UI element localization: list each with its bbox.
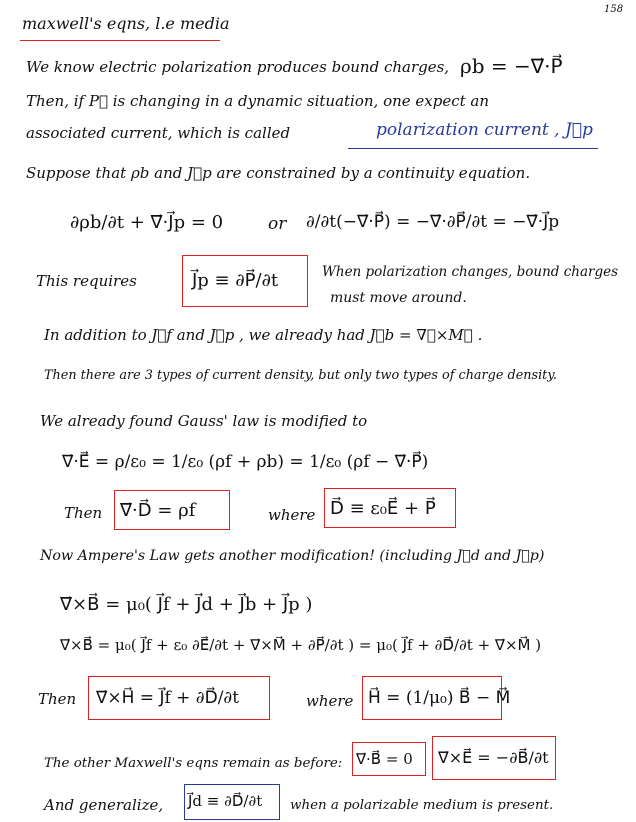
then-text-2: Then <box>38 690 77 708</box>
where-text-2: where <box>306 692 354 710</box>
page-number: 158 <box>604 4 624 15</box>
text-line-8: We already found Gauss' law is modified to <box>40 412 368 430</box>
gauss-d-equation: ∇⃗·D⃗ = ρf <box>120 500 196 521</box>
jd-definition: J⃗d ≡ ∂D⃗/∂t <box>188 792 263 810</box>
polarization-note-1: When polarization changes, bound charges <box>322 264 619 280</box>
page-title: maxwell's eqns, l.e media <box>22 14 230 33</box>
text-line-12: The other Maxwell's eqns remain as before: <box>44 756 343 771</box>
text-line-13b: when a polarizable medium is present. <box>290 798 554 813</box>
h-definition: H⃗ = (1/μ₀) B⃗ − M⃗ <box>368 688 511 708</box>
text-line-4: Suppose that ρb and J⃗p are constrained by a continuity equation. <box>26 164 531 182</box>
bound-charge-equation: ρb = −∇⃗·P⃗ <box>460 54 563 78</box>
where-text-1: where <box>268 506 316 524</box>
continuity-equation: ∂ρb/∂t + ∇⃗·J⃗p = 0 <box>70 212 224 233</box>
d-definition: D⃗ ≡ ε₀E⃗ + P⃗ <box>330 498 436 519</box>
text-line-1: We know electric polarization produces bound charges, <box>26 58 450 76</box>
gauss-law-equation: ∇⃗·E⃗ = ρ/ε₀ = 1/ε₀ (ρf + ρb) = 1/ε₀ (ρf − ∇⃗·P⃗) <box>62 452 429 472</box>
text-line-6: In addition to J⃗f and J⃗p , we already had J⃗b = ∇⃗×M⃗ . <box>44 326 483 344</box>
polarization-current-label: polarization current , J⃗p <box>376 120 593 140</box>
or-text: or <box>268 214 287 234</box>
polarization-current-underline <box>348 148 598 149</box>
div-b-equation: ∇⃗·B⃗ = 0 <box>356 750 413 768</box>
ampere-equation-1: ∇⃗×B⃗ = μ₀( J⃗f + J⃗d + J⃗b + J⃗p ) <box>60 594 313 615</box>
text-line-13: And generalize, <box>44 796 164 814</box>
text-line-2: Then, if P⃗ is changing in a dynamic situation, one expect an <box>26 92 490 110</box>
ampere-h-equation: ∇⃗×H⃗ = J⃗f + ∂D⃗/∂t <box>96 688 240 708</box>
polarization-note-2: must move around. <box>330 290 467 306</box>
text-line-5: This requires <box>36 272 137 290</box>
title-underline <box>20 40 220 41</box>
continuity-equation-alt: ∂/∂t(−∇⃗·P⃗) = −∇⃗·∂P⃗/∂t = −∇⃗·J⃗p <box>306 212 560 232</box>
text-line-7: Then there are 3 types of current density, but only two types of charge density. <box>44 368 557 383</box>
ampere-equation-2: ∇⃗×B⃗ = μ₀( J⃗f + ε₀ ∂E⃗/∂t + ∇⃗×M⃗ + ∂P⃗/∂t ) = μ₀( J⃗f + ∂D⃗/∂t + ∇⃗×M⃗ ) <box>60 636 542 654</box>
then-text-1: Then <box>64 504 103 522</box>
text-line-3: associated current, which is called <box>26 124 291 142</box>
jp-definition: J⃗p ≡ ∂P⃗/∂t <box>192 270 279 291</box>
text-line-10: Now Ampere's Law gets another modification! (including J⃗d and J⃗p) <box>40 548 545 564</box>
curl-e-equation: ∇⃗×E⃗ = −∂B⃗/∂t <box>438 748 549 767</box>
